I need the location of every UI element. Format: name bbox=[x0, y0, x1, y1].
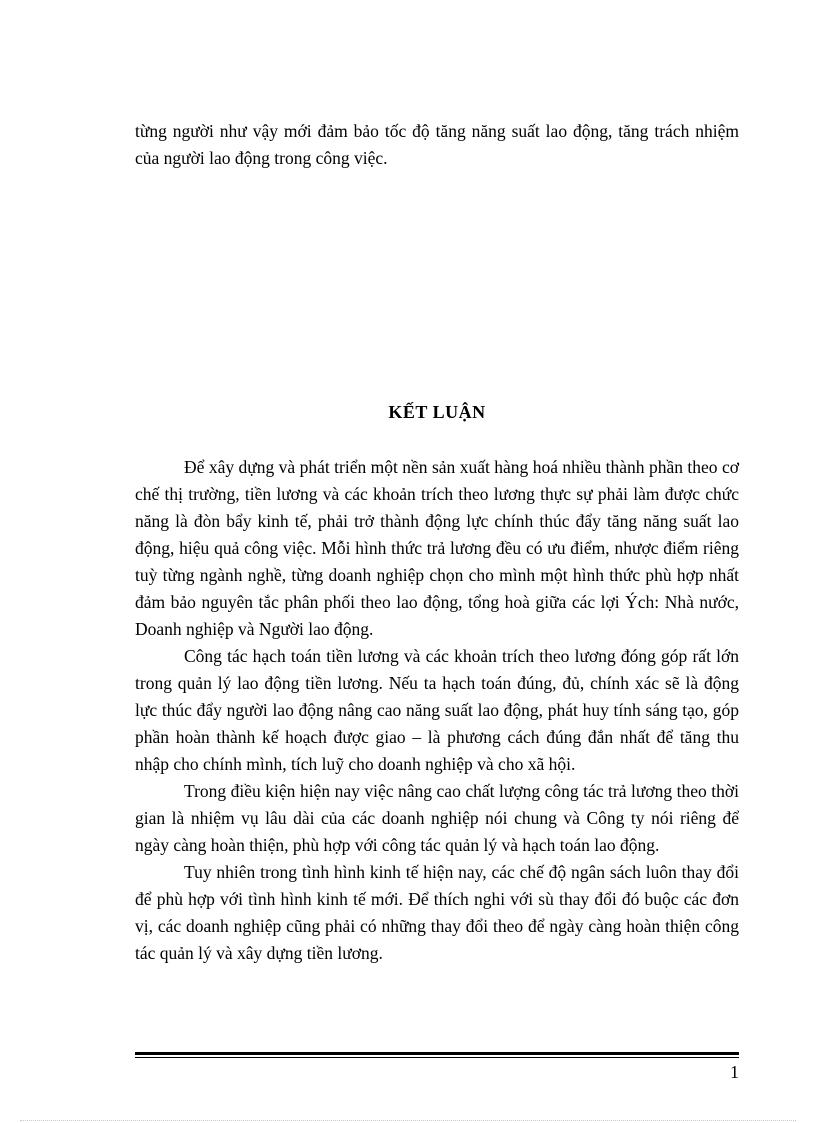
carryover-paragraph: từng người như vậy mới đảm bảo tốc độ tăng năng suất lao động, tăng trách nhiệm của người lao động trong công việc. bbox=[135, 121, 739, 168]
page-edge-divider bbox=[20, 1120, 796, 1121]
footer-rule-thick bbox=[135, 1052, 739, 1055]
section-title: KẾT LUẬN bbox=[388, 402, 486, 422]
paragraph: Trong điều kiện hiện nay việc nâng cao chất lượng công tác trả lương theo thời gian là nhiệm vụ lâu dài của các doanh nghiệp nói chung và Công ty nói riêng để ngày càng hoàn thiện, phù hợp với công tác quản lý và hạch toán lao động. bbox=[135, 781, 739, 855]
paragraph: Tuy nhiên trong tình hình kinh tế hiện nay, các chế độ ngân sách luôn thay đổi để phù hợp với tình hình kinh tế mới. Để thích nghi với sù thay đổi đó buộc các đơn vị, các doanh nghiệp cũng phải có những thay đổi theo để ngày càng hoàn thiện công tác quản lý và xây dựng tiền lương. bbox=[135, 862, 739, 963]
paragraph: Để xây dựng và phát triển một nền sản xuất hàng hoá nhiều thành phần theo cơ chế thị trường, tiền lương và các khoản trích theo lương thực sự phải làm được chức năng là đòn bẩy kinh tế, phải trở thành động lực chính thúc đẩy tăng năng suất lao động, hiệu quả công việc. Mỗi hình thức trả lương đều có ưu điểm, nhược điểm riêng tuỳ từng ngành nghề, từng doanh nghiệp chọn cho mình một hình thức phù hợp nhất đảm bảo nguyên tắc phân phối theo lao động, tổng hoà giữa các lợi Ých: Nhà nước, Doanh nghiệp và Người lao động. bbox=[135, 457, 739, 639]
conclusion-body bbox=[135, 454, 739, 967]
footer-rule-thin bbox=[135, 1057, 739, 1058]
paragraph: Công tác hạch toán tiền lương và các khoản trích theo lương đóng góp rất lớn trong quản lý lao động tiền lương. Nếu ta hạch toán đúng, đủ, chính xác sẽ là động lực thúc đẩy người lao động nâng cao năng suất lao động, phát huy tính sáng tạo, góp phần hoàn thành kế hoạch được giao – là phương cách đúng đắn nhất để tăng thu nhập cho chính mình, tích luỹ cho doanh nghiệp và cho xã hội. bbox=[135, 646, 739, 774]
page-number: 1 bbox=[730, 1062, 739, 1082]
